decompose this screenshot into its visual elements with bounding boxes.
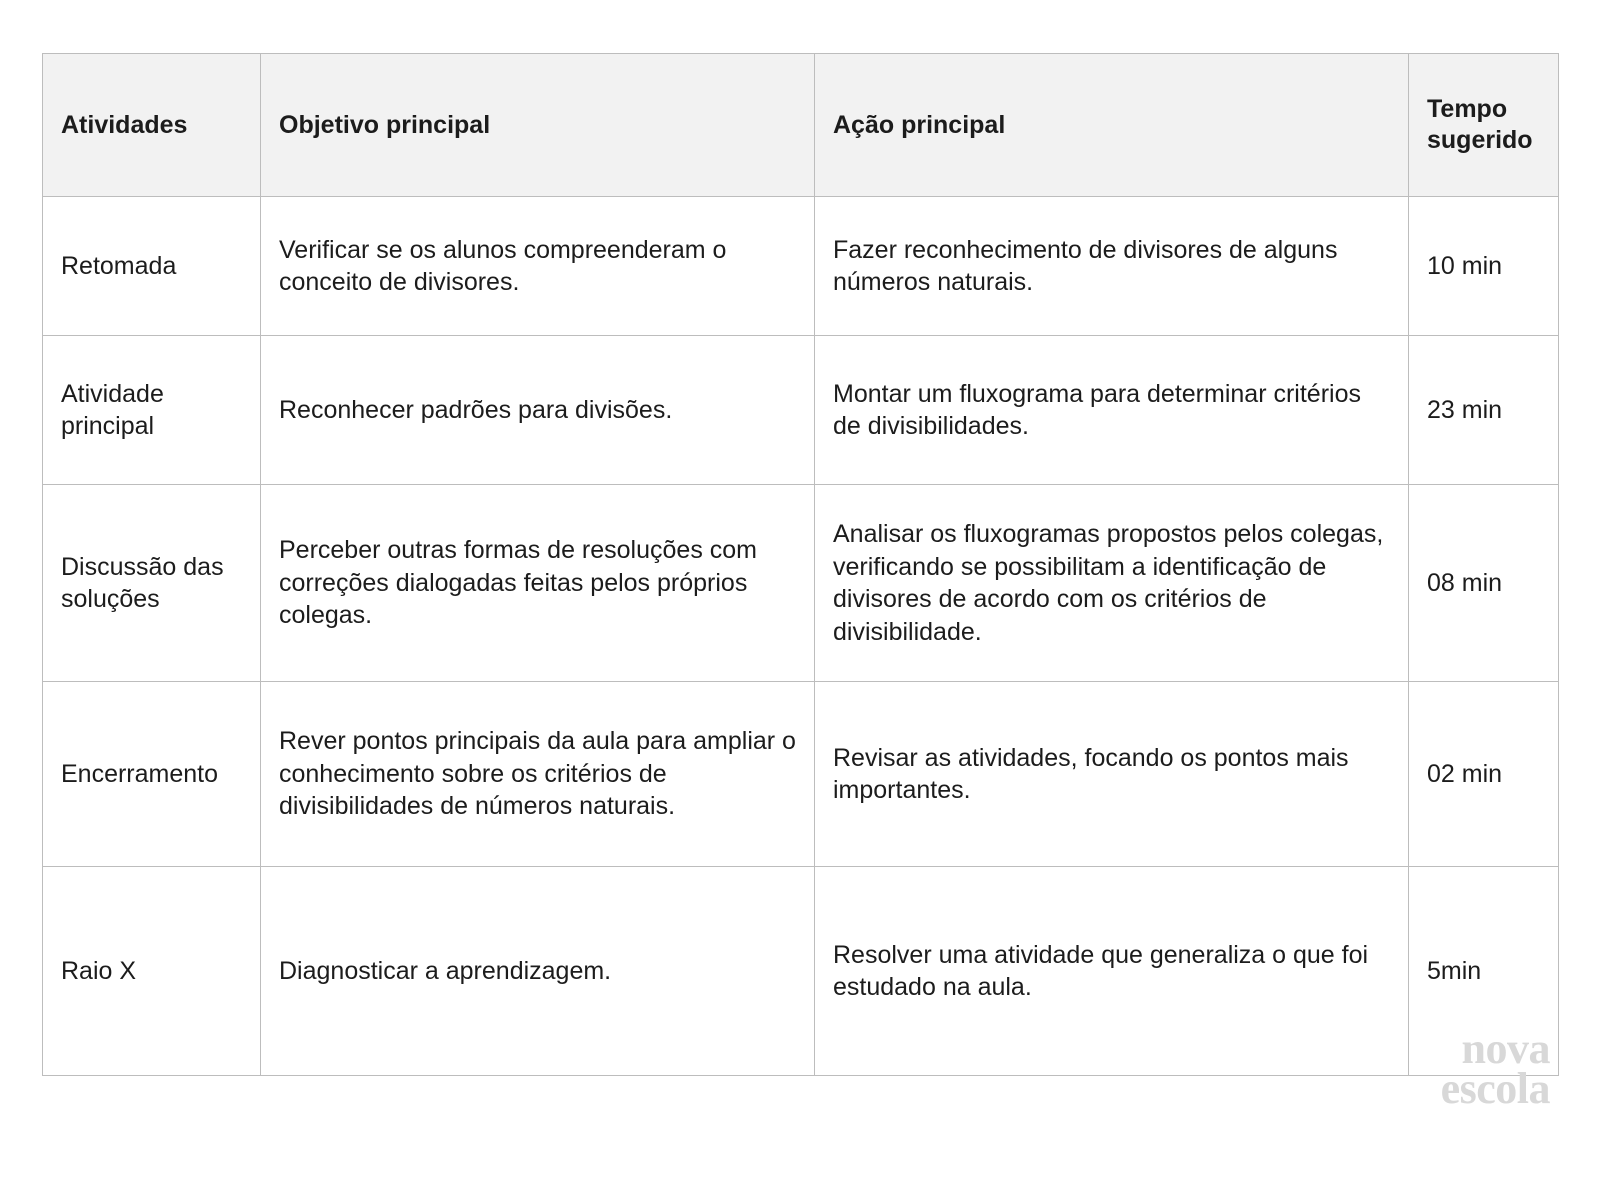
column-header-atividades: Atividades xyxy=(43,54,261,197)
column-header-acao-principal: Ação principal xyxy=(815,54,1409,197)
cell-objetivo: Rever pontos principais da aula para ampliar o conhecimento sobre os critérios de divisibilidades de números naturais. xyxy=(261,682,815,867)
cell-tempo: 10 min xyxy=(1409,197,1559,336)
cell-acao: Montar um fluxograma para determinar critérios de divisibilidades. xyxy=(815,336,1409,485)
table-row xyxy=(43,867,1559,1076)
cell-atividade: Encerramento xyxy=(43,682,261,867)
cell-objetivo: Diagnosticar a aprendizagem. xyxy=(261,867,815,1076)
table-row xyxy=(43,682,1559,867)
cell-tempo: 23 min xyxy=(1409,336,1559,485)
cell-atividade: Retomada xyxy=(43,197,261,336)
cell-acao: Resolver uma atividade que generaliza o que foi estudado na aula. xyxy=(815,867,1409,1076)
cell-tempo: 5min xyxy=(1409,867,1559,1076)
cell-acao: Fazer reconhecimento de divisores de alguns números naturais. xyxy=(815,197,1409,336)
logo-line-nova: nova xyxy=(1461,1024,1550,1073)
table-row xyxy=(43,485,1559,682)
table-row xyxy=(43,197,1559,336)
nova-escola-logo xyxy=(1374,1024,1550,1114)
logo-line-escola: escola xyxy=(1440,1064,1550,1114)
column-header-objetivo-principal: Objetivo principal xyxy=(261,54,815,197)
table-header xyxy=(43,54,1559,197)
cell-objetivo: Verificar se os alunos compreenderam o conceito de divisores. xyxy=(261,197,815,336)
cell-tempo: 02 min xyxy=(1409,682,1559,867)
cell-acao: Revisar as atividades, focando os pontos mais importantes. xyxy=(815,682,1409,867)
cell-acao: Analisar os fluxogramas propostos pelos colegas, verificando se possibilitam a identificação de divisores de acordo com os critérios de divisibilidade. xyxy=(815,485,1409,682)
lesson-plan-table xyxy=(42,53,1559,1076)
cell-objetivo: Perceber outras formas de resoluções com correções dialogadas feitas pelos próprios colegas. xyxy=(261,485,815,682)
cell-tempo: 08 min xyxy=(1409,485,1559,682)
table-body xyxy=(43,197,1559,1076)
cell-atividade: Raio X xyxy=(43,867,261,1076)
table-header-row xyxy=(43,54,1559,197)
table-row xyxy=(43,336,1559,485)
cell-atividade: Atividade principal xyxy=(43,336,261,485)
cell-atividade: Discussão das soluções xyxy=(43,485,261,682)
cell-objetivo: Reconhecer padrões para divisões. xyxy=(261,336,815,485)
column-header-tempo-sugerido: Tempo sugerido xyxy=(1409,54,1559,197)
